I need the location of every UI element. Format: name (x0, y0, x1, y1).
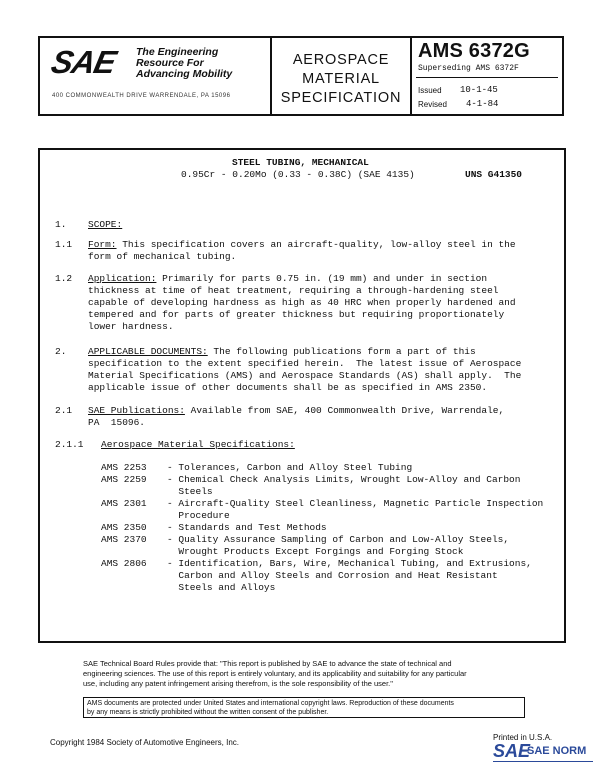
paragraph-line: specification to the extent specified herein. The latest issue of Aerospace (88, 358, 522, 369)
reference-code: AMS 2806 (101, 558, 147, 569)
note-line: engineering sciences. The use of this report is entirely voluntary, and its applicability and suitability for any particular (83, 669, 467, 678)
paragraph-line: applicable issue of other documents shall be as specified in AMS 2350. (88, 382, 488, 393)
doc-subtitle: 0.95Cr - 0.20Mo (0.33 - 0.38C) (SAE 4135) (181, 169, 415, 180)
reference-line: - Quality Assurance Sampling of Carbon and Low-Alloy Steels, (167, 534, 510, 545)
board-rules-note (83, 659, 467, 689)
tagline-line: The Engineering (136, 46, 219, 58)
paragraph-line: lower hardness. (88, 321, 174, 332)
paragraph-line: Available from SAE, 400 Commonwealth Drive, Warrendale, (184, 405, 505, 416)
reference-line: Steels and Alloys (167, 582, 276, 593)
issued-label: Issued (418, 86, 442, 95)
sae-address: 400 COMMONWEALTH DRIVE WARRENDALE, PA 15096 (52, 93, 231, 99)
watermark-rule (493, 761, 593, 762)
superseding-note: Superseding AMS 6372F (418, 64, 519, 73)
reference-code: AMS 2350 (101, 522, 147, 533)
section-number: 1. (55, 219, 67, 230)
paragraph-sae-publications (88, 405, 504, 429)
reference-item (101, 498, 543, 522)
paragraph-label: Application: (88, 273, 157, 284)
reference-line: - Tolerances, Carbon and Alloy Steel Tubing (167, 462, 413, 473)
reference-line: - Aircraft-Quality Steel Cleanliness, Magnetic Particle Inspection (167, 498, 544, 509)
paragraph-line: This specification covers an aircraft-quality, low-alloy steel in the (116, 239, 516, 250)
reference-item (101, 462, 543, 474)
reference-line: Steels (167, 486, 213, 497)
issued-date: 10-1-45 (460, 85, 498, 95)
sae-branding (40, 38, 272, 114)
reference-line: - Identification, Bars, Wire, Mechanical Tubing, and Extrusions, (167, 558, 532, 569)
section-heading: SCOPE: (88, 219, 123, 230)
paragraph-line: PA 15096. (88, 417, 146, 428)
copyright-notice (83, 697, 525, 718)
spec-header (38, 36, 564, 116)
paragraph-line: Material Specifications (AMS) and Aerospace Standards (AS) shall apply. The (88, 370, 522, 381)
sae-logo: SAE (48, 44, 119, 80)
paragraph-line: The following publications form a part of this (207, 346, 476, 357)
title-line: MATERIAL (302, 71, 380, 87)
spec-type-title (272, 38, 412, 114)
reference-item (101, 558, 543, 594)
title-line: SPECIFICATION (280, 90, 402, 106)
notice-line: by any means is strictly prohibited without the written consent of the publisher. (87, 709, 329, 716)
revised-date: 4-1-84 (466, 99, 499, 109)
reference-code: AMS 2370 (101, 534, 147, 545)
paragraph-line: thickness at time of heat treatment, requiring a through-hardening steel (88, 285, 499, 296)
reference-list (101, 462, 543, 594)
paragraph-applicable-docs (88, 346, 521, 394)
paragraph-line: Primarily for parts 0.75 in. (19 mm) and under in section (156, 273, 488, 284)
section-number: 1.2 (55, 273, 73, 284)
copyright-line: Copyright 1984 Society of Automotive Engineers, Inc. (50, 738, 239, 747)
paragraph-line: form of mechanical tubing. (88, 251, 237, 262)
paragraph-form (88, 239, 516, 263)
watermark-logo: SAE (493, 741, 531, 761)
uns-number: UNS G41350 (465, 169, 523, 180)
paragraph-label: APPLICABLE DOCUMENTS: (88, 346, 208, 357)
section-number: 2.1.1 (55, 439, 84, 450)
ams-number: AMS 6372G (418, 40, 530, 62)
title-line: AEROSPACE (292, 52, 390, 68)
section-number: 2.1 (55, 405, 73, 416)
reference-line: Carbon and Alloy Steels and Corrosion and Heat Resistant (167, 570, 498, 581)
revised-label: Revised (418, 100, 447, 109)
paragraph-label: SAE Publications: (88, 405, 185, 416)
reference-item (101, 522, 543, 534)
doc-title: STEEL TUBING, MECHANICAL (232, 157, 369, 168)
notice-line: AMS documents are protected under United States and international copyright laws. Reproduction of these documents (87, 700, 454, 707)
printed-in: Printed in U.S.A. (493, 733, 553, 742)
reference-line: - Standards and Test Methods (167, 522, 327, 533)
paragraph-application (88, 273, 516, 333)
reference-line: Wrought Products Except Forgings and Forging Stock (167, 546, 464, 557)
reference-line: - Chemical Check Analysis Limits, Wrought Low-Alloy and Carbon (167, 474, 521, 485)
watermark-text: SAE NORM (527, 745, 587, 757)
reference-item (101, 474, 543, 498)
paragraph-line: tempered and for parts of greater thickness but requiring proportionately (88, 309, 505, 320)
tagline-line: Advancing Mobility (136, 68, 233, 80)
reference-item (101, 534, 543, 558)
paragraph-label: Form: (88, 239, 117, 250)
tagline-line: Resource For (136, 57, 204, 69)
reference-code: AMS 2253 (101, 462, 147, 473)
section-number: 2. (55, 346, 67, 357)
paragraph-line: capable of developing hardness as high as 40 HRC when properly hardened and (88, 297, 516, 308)
reference-code: AMS 2301 (101, 498, 147, 509)
paragraph-label: Aerospace Material Specifications: (101, 439, 295, 450)
sae-tagline (136, 47, 232, 80)
reference-line: Procedure (167, 510, 230, 521)
section-number: 1.1 (55, 239, 73, 250)
spec-id-block (412, 38, 562, 114)
note-line: use, including any patent infringement arising therefrom, is the sole responsibility of the user." (83, 679, 393, 688)
note-line: SAE Technical Board Rules provide that: "This report is published by SAE to advance the state of technical and (83, 659, 452, 668)
reference-code: AMS 2259 (101, 474, 147, 485)
divider (416, 77, 558, 78)
